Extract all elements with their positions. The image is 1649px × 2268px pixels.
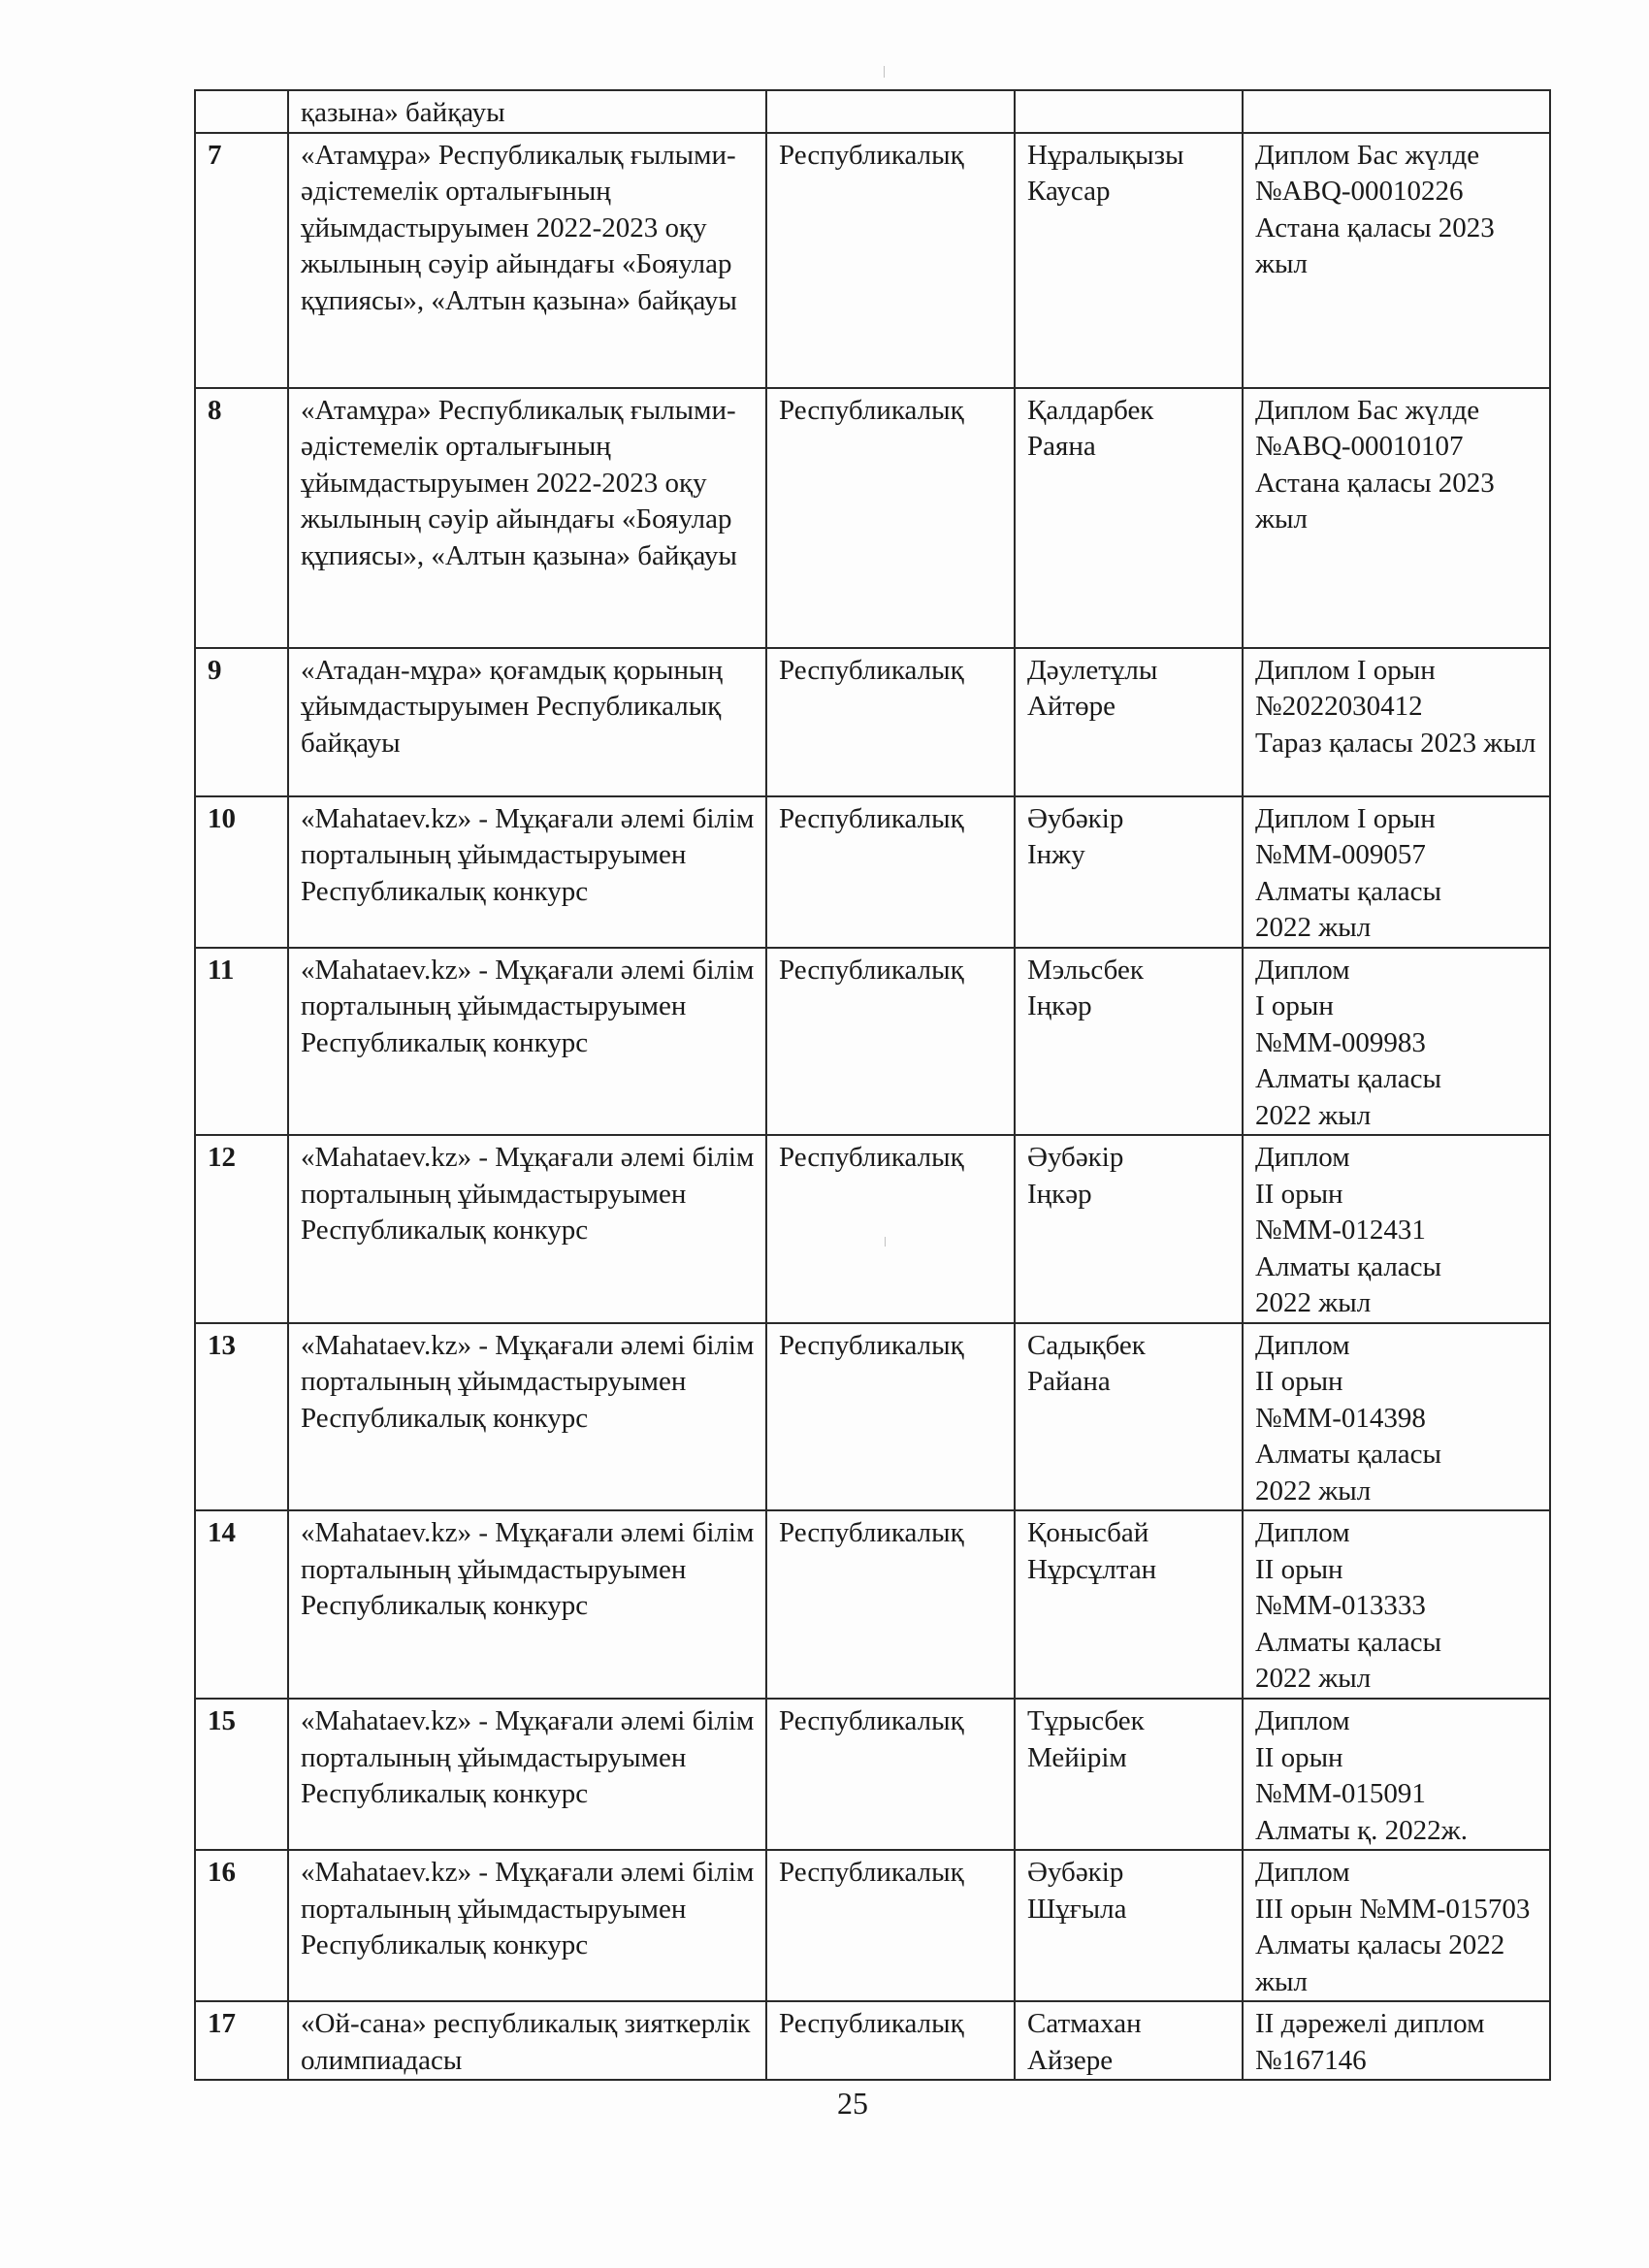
event-cell: «Mahataev.kz» - Мұқағали әлемі білім порталының ұйымдастыруымен Республикалық конкурс bbox=[288, 1850, 766, 2001]
level-cell: Республикалық bbox=[766, 648, 1015, 796]
level-cell bbox=[766, 90, 1015, 133]
row-number: 15 bbox=[195, 1699, 288, 1850]
table-row bbox=[195, 2001, 1550, 2080]
event-cell: «Mahataev.kz» - Мұқағали әлемі білім порталының ұйымдастыруымен Республикалық конкурс bbox=[288, 1135, 766, 1323]
level-cell: Республикалық bbox=[766, 1699, 1015, 1850]
participant-cell: Мэльсбек Іңкәр bbox=[1015, 948, 1243, 1136]
participant-cell: Тұрысбек Мейірім bbox=[1015, 1699, 1243, 1850]
participant-cell bbox=[1015, 90, 1243, 133]
level-cell: Республикалық bbox=[766, 1135, 1015, 1323]
table-row bbox=[195, 1699, 1550, 1850]
awards-table-body bbox=[195, 90, 1550, 2080]
event-cell: «Mahataev.kz» - Мұқағали әлемі білім порталының ұйымдастыруымен Республикалық конкурс bbox=[288, 1323, 766, 1511]
table-row bbox=[195, 1850, 1550, 2001]
awards-table bbox=[194, 89, 1551, 2081]
row-number: 9 bbox=[195, 648, 288, 796]
table-row bbox=[195, 133, 1550, 388]
result-cell: Диплом III орын №ММ-015703 Алматы қаласы 2022 жыл bbox=[1243, 1850, 1550, 2001]
row-number: 8 bbox=[195, 388, 288, 648]
event-cell: «Mahataev.kz» - Мұқағали әлемі білім порталының ұйымдастыруымен Республикалық конкурс bbox=[288, 796, 766, 948]
event-cell: «Атамұра» Республикалық ғылыми-әдістемелік орталығының ұйымдастыруымен 2022-2023 оқу жылының сәуір айындағы «Бояулар құпиясы», «Алтын қазына» байқауы bbox=[288, 388, 766, 648]
participant-cell: Қалдарбек Раяна bbox=[1015, 388, 1243, 648]
result-cell: Диплом II орын №ММ-013333 Алматы қаласы 2022 жыл bbox=[1243, 1510, 1550, 1699]
table-row bbox=[195, 948, 1550, 1136]
row-number: 17 bbox=[195, 2001, 288, 2080]
event-cell: «Атадан-мұра» қоғамдық қорының ұйымдастыруымен Республикалық байқауы bbox=[288, 648, 766, 796]
page-number: 25 bbox=[837, 2086, 868, 2121]
participant-cell: Дәулетұлы Айтөре bbox=[1015, 648, 1243, 796]
table-row bbox=[195, 796, 1550, 948]
result-cell: II дәрежелі диплом №167146 bbox=[1243, 2001, 1550, 2080]
participant-cell: Садықбек Райана bbox=[1015, 1323, 1243, 1511]
participant-cell: Қонысбай Нұрсұлтан bbox=[1015, 1510, 1243, 1699]
row-number: 10 bbox=[195, 796, 288, 948]
row-number: 16 bbox=[195, 1850, 288, 2001]
level-cell: Республикалық bbox=[766, 1323, 1015, 1511]
event-cell: «Mahataev.kz» - Мұқағали әлемі білім порталының ұйымдастыруымен Республикалық конкурс bbox=[288, 1699, 766, 1850]
participant-cell: Әубәкір Іңкәр bbox=[1015, 1135, 1243, 1323]
table-row bbox=[195, 388, 1550, 648]
row-number: 12 bbox=[195, 1135, 288, 1323]
event-cell: «Mahataev.kz» - Мұқағали әлемі білім порталының ұйымдастыруымен Республикалық конкурс bbox=[288, 948, 766, 1136]
level-cell: Республикалық bbox=[766, 796, 1015, 948]
row-number: 13 bbox=[195, 1323, 288, 1511]
event-cell: «Ой-сана» республикалық зияткерлік олимпиадасы bbox=[288, 2001, 766, 2080]
level-cell: Республикалық bbox=[766, 1850, 1015, 2001]
level-cell: Республикалық bbox=[766, 388, 1015, 648]
result-cell bbox=[1243, 90, 1550, 133]
scan-artifact bbox=[885, 1237, 886, 1247]
table-row-continuation bbox=[195, 90, 1550, 133]
table-row bbox=[195, 1135, 1550, 1323]
participant-cell: Әубәкір Шұғыла bbox=[1015, 1850, 1243, 2001]
row-number: 14 bbox=[195, 1510, 288, 1699]
result-cell: Диплом Бас жүлде №ABQ-00010226 Астана қаласы 2023 жыл bbox=[1243, 133, 1550, 388]
scan-artifact bbox=[884, 66, 885, 78]
table-row bbox=[195, 1510, 1550, 1699]
level-cell: Республикалық bbox=[766, 948, 1015, 1136]
result-cell: Диплом I орын №2022030412 Тараз қаласы 2023 жыл bbox=[1243, 648, 1550, 796]
result-cell: Диплом I орын №ММ-009057 Алматы қаласы 2022 жыл bbox=[1243, 796, 1550, 948]
result-cell: Диплом II орын №ММ-014398 Алматы қаласы 2022 жыл bbox=[1243, 1323, 1550, 1511]
row-number: 7 bbox=[195, 133, 288, 388]
result-cell: Диплом I орын №ММ-009983 Алматы қаласы 2022 жыл bbox=[1243, 948, 1550, 1136]
level-cell: Республикалық bbox=[766, 1510, 1015, 1699]
event-cell: қазына» байқауы bbox=[288, 90, 766, 133]
result-cell: Диплом II орын №ММ-012431 Алматы қаласы 2022 жыл bbox=[1243, 1135, 1550, 1323]
table-row bbox=[195, 648, 1550, 796]
level-cell: Республикалық bbox=[766, 133, 1015, 388]
row-number bbox=[195, 90, 288, 133]
level-cell: Республикалық bbox=[766, 2001, 1015, 2080]
participant-cell: Нұралықызы Каусар bbox=[1015, 133, 1243, 388]
table-row bbox=[195, 1323, 1550, 1511]
event-cell: «Атамұра» Республикалық ғылыми-әдістемелік орталығының ұйымдастыруымен 2022-2023 оқу жылының сәуір айындағы «Бояулар құпиясы», «Алтын қазына» байқауы bbox=[288, 133, 766, 388]
participant-cell: Сатмахан Айзере bbox=[1015, 2001, 1243, 2080]
event-cell: «Mahataev.kz» - Мұқағали әлемі білім порталының ұйымдастыруымен Республикалық конкурс bbox=[288, 1510, 766, 1699]
result-cell: Диплом Бас жүлде №ABQ-00010107 Астана қаласы 2023 жыл bbox=[1243, 388, 1550, 648]
participant-cell: Әубәкір Інжу bbox=[1015, 796, 1243, 948]
row-number: 11 bbox=[195, 948, 288, 1136]
result-cell: Диплом II орын №ММ-015091 Алматы қ. 2022ж. bbox=[1243, 1699, 1550, 1850]
